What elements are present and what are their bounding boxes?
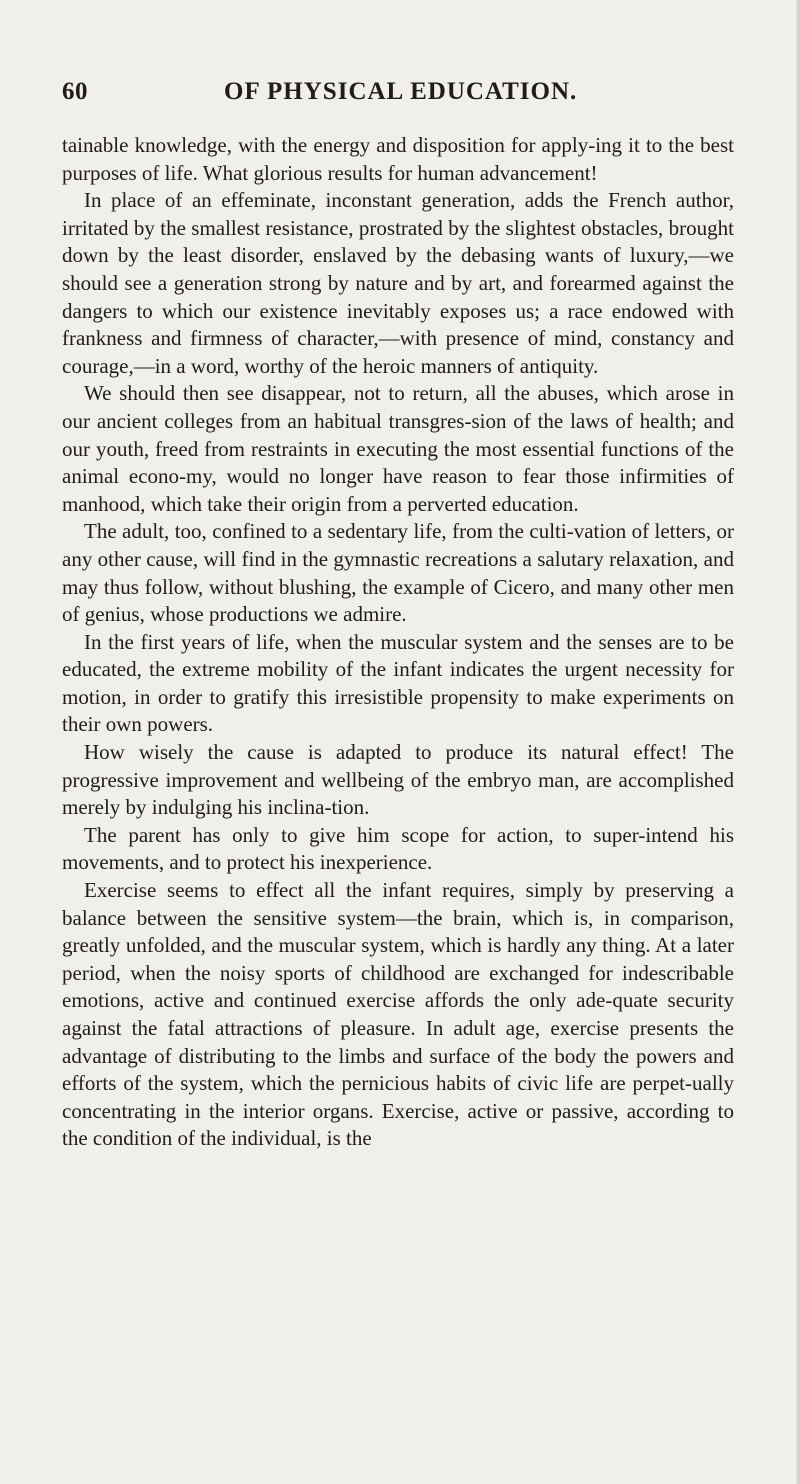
- page-header: [62, 72, 734, 112]
- paragraph: In place of an effeminate, inconstant generation, adds the French author, irritated by the smallest resistance, prostrated by the slightest obstacles, brought down by the least disorder, enslaved by the debasing wants of luxury,—we should see a generation strong by nature and by art, and forearmed against the dangers to which our existence inevitably exposes us; a race endowed with frankness and firmness of character,—with presence of mind, constancy and courage,—in a word, worthy of the heroic manners of antiquity.: [62, 188, 734, 378]
- paragraph: The adult, too, confined to a sedentary life, from the culti-vation of letters, or any other cause, will find in the gymnastic recreations a salutary relaxation, and may thus follow, without blushing, the example of Cicero, and many other men of genius, whose productions we admire.: [62, 519, 734, 627]
- page-edge-shadow: [796, 0, 800, 1484]
- page-number: 60: [62, 78, 88, 105]
- paragraph-continuation: tainable knowledge, with the energy and disposition for apply-ing it to the best purposes of life. What glorious results for human advancement!: [62, 133, 734, 185]
- running-head: OF PHYSICAL EDUCATION.: [224, 78, 578, 105]
- paragraph: Exercise seems to effect all the infant requires, simply by preserving a balance between the sensitive system—the brain, which is, in comparison, greatly unfolded, and the muscular system, which is hardly any thing. At a later period, when the noisy sports of childhood are exchanged for indescribable emotions, active and continued exercise affords the only ade-quate security against the fatal attractions of pleasure. In adult age, exercise presents the advantage of distributing to the limbs and surface of the body the powers and efforts of the system, which the pernicious habits of civic life are perpet-ually concentrating in the interior organs. Exercise, active or passive, according to the condition of the individual, is the: [62, 878, 734, 1151]
- paragraph: In the first years of life, when the muscular system and the senses are to be educated, the extreme mobility of the infant indicates the urgent necessity for motion, in order to gratify this irresistible propensity to make experiments on their own powers.: [62, 629, 734, 737]
- paragraph: We should then see disappear, not to return, all the abuses, which arose in our ancient colleges from an habitual transgres-sion of the laws of health; and our youth, freed from restraints in executing the most essential functions of the animal econo-my, would no longer have reason to fear those infirmities of manhood, which take their origin from a perverted education.: [62, 381, 734, 516]
- paragraph: How wisely the cause is adapted to produce its natural effect! The progressive improvement and wellbeing of the embryo man, are accomplished merely by indulging his inclina-tion.: [62, 740, 734, 820]
- paragraph: The parent has only to give him scope for action, to super-intend his movements, and to protect his inexperience.: [62, 822, 734, 875]
- body-text: [62, 132, 734, 1153]
